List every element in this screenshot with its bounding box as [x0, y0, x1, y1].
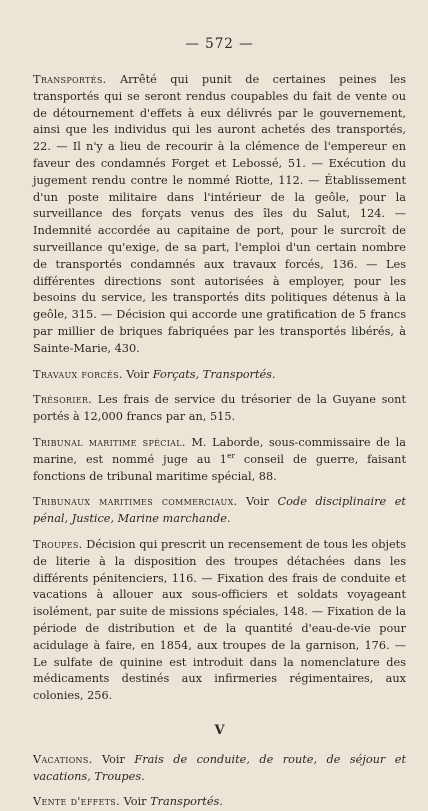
entry-tribunaux-maritimes: [33, 494, 406, 528]
page-number: — 572 —: [185, 36, 254, 52]
entry-text: M. Laborde, sous-commissaire de la marine, est nommé juge au 1: [33, 435, 406, 466]
section-letter: V: [214, 722, 225, 738]
entry-heading: Tribunal maritime spécial.: [33, 435, 186, 449]
entry-text: Voir: [123, 795, 147, 809]
entry-text: Voir: [126, 367, 150, 381]
entry-cross-reference: Frais de conduite, de route, de séjour et vacations, Troupes.: [33, 752, 406, 783]
entry-text: Voir: [246, 495, 269, 509]
ordinal-superscript: er: [226, 450, 235, 460]
entry-heading: Troupes.: [33, 537, 83, 551]
entry-text: Arrêté qui punit de certaines peines les transportés qui se seront rendus coupables du fait de vente ou de détournement d'effets à eux délivrés par le gouvernement, ainsi que les individus qui les auront achetés des transportés, 22. — Il n'y a lieu de recourir à la clémence de l'empereur en faveur des condamnés Forget et Lebossé, 51. — Exécution du jugement rendu contre le nommé Riotte, 112. — Établissement d'un poste militaire dans l'intérieur de la geôle, pour la surveillance des forçats venus des îles du Salut, 124. — Indemnité accordée au capitaine de port, pour le surcroît de surveillance qu'exige, de sa part, l'emploi d'un certain nombre de transportés condamnés aux travaux forcés, 136. — Les différentes directions sont autorisées à employer, pour les besoins du service, les transportés dits politiques détenus à la geôle, 315. — Décision qui accorde une gratification de 5 francs par millier de briques fabriquées par les transportés libérés, à Sainte-Marie, 430.: [33, 73, 406, 355]
entry-text-continued: conseil de guerre, faisant fonctions de tribunal maritime spécial, 88.: [33, 452, 406, 483]
entry-heading: Transportés.: [33, 73, 107, 86]
entry-cross-reference: Transportés.: [150, 795, 223, 809]
entry-text: Voir: [101, 752, 125, 766]
entry-tresorier: [33, 392, 406, 426]
entry-vacations: [33, 752, 406, 786]
entry-tribunal-maritime-special: [33, 435, 406, 485]
entry-transportes: [33, 72, 406, 358]
entry-heading: Vente d'effets.: [33, 795, 120, 809]
entry-text: Décision qui prescrit un recensement de tous les objets de literie à la disposition des troupes détachées dans les différents pénitenciers, 116. — Fixation des frais de conduite et vacations à allouer aux sous-officiers et soldats voyageant isolément, par suite de missions spéciales, 148. — Fixation de la période de distribution et de la quantité d'eau-de-vie pour acidulage à faire, en 1854, aux troupes de la garnison, 176. — Le sulfate de quinine est introduit dans la nomenclature des médicaments destinés aux infirmeries régimentaires, aux colonies, 256.: [33, 537, 406, 703]
entry-heading: Vacations.: [33, 752, 93, 766]
entry-travaux-forces: [33, 367, 406, 384]
entry-heading: Trésorier.: [33, 393, 93, 407]
entry-cross-reference: Forçats, Transportés.: [152, 367, 276, 381]
entry-cross-reference: Code disciplinaire et pénal, Justice, Marine marchande.: [33, 495, 406, 526]
entry-text: Les frais de service du trésorier de la Guyane sont portés à 12,000 francs par an, 515.: [33, 393, 406, 424]
entry-troupes: [33, 537, 406, 705]
entry-heading: Travaux forcés.: [33, 367, 123, 381]
entry-heading: Tribunaux maritimes commerciaux.: [33, 495, 238, 509]
entry-vente-effets: [33, 794, 406, 811]
